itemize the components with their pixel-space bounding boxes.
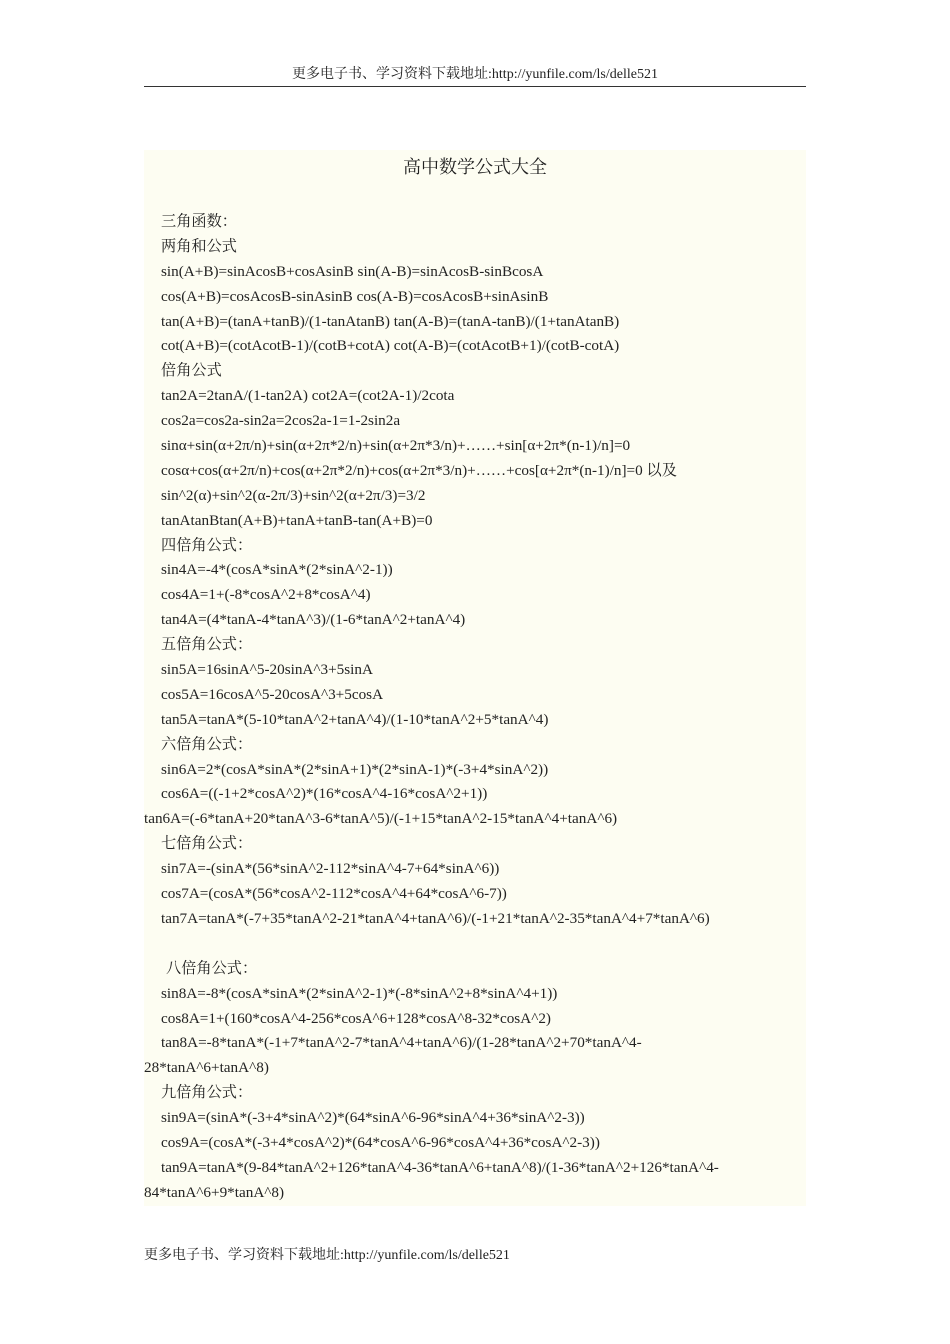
page-footer xyxy=(144,1246,510,1266)
formula-line: tan2A=2tanA/(1-tan2A) cot2A=(cot2A-1)/2cota xyxy=(161,387,455,405)
formula-line: sin7A=-(sinA*(56*sinA^2-112*sinA^4-7+64*sinA^6)) xyxy=(161,860,500,878)
formula-line: 28*tanA^6+tanA^8) xyxy=(144,1059,269,1077)
formula-line: 六倍角公式： xyxy=(161,735,253,753)
blank-line xyxy=(144,932,806,957)
formula-line: sin^2(α)+sin^2(α-2π/3)+sin^2(α+2π/3)=3/2 xyxy=(161,486,426,504)
formula-list xyxy=(144,210,806,1206)
formula-line: sinα+sin(α+2π/n)+sin(α+2π*2/n)+sin(α+2π*3/n)+……+sin[α+2π*(n-1)/n]=0 xyxy=(161,437,631,455)
formula-line: sin5A=16sinA^5-20sinA^3+5sinA xyxy=(161,661,373,679)
formula-line: cos5A=16cosA^5-20cosA^3+5cosA xyxy=(161,685,384,703)
formula-line: tan6A=(-6*tanA+20*tanA^3-6*tanA^5)/(-1+15*tanA^2-15*tanA^4+tanA^6) xyxy=(144,810,618,828)
header-text: 更多电子书、学习资料下载地址:http://yunfile.com/ls/delle521 xyxy=(292,67,658,82)
formula-line: sin6A=2*(cosA*sinA*(2*sinA+1)*(2*sinA-1)*(-3+4*sinA^2)) xyxy=(161,760,549,778)
formula-line: 两角和公式 xyxy=(161,237,237,255)
formula-line: cos(A+B)=cosAcosB-sinAsinB cos(A-B)=cosAcosB+sinAsinB xyxy=(161,287,549,305)
page-header xyxy=(144,66,806,87)
formula-line: tan4A=(4*tanA-4*tanA^3)/(1-6*tanA^2+tanA^4) xyxy=(161,611,466,629)
formula-line: tan7A=tanA*(-7+35*tanA^2-21*tanA^4+tanA^6)/(-1+21*tanA^2-35*tanA^4+7*tanA^6) xyxy=(161,909,710,927)
formula-line: cos8A=1+(160*cosA^4-256*cosA^6+128*cosA^8-32*cosA^2) xyxy=(161,1009,551,1027)
formula-line: cos6A=((-1+2*cosA^2)*(16*cosA^4-16*cosA^2+1)) xyxy=(161,785,488,803)
formula-line: 五倍角公式： xyxy=(161,636,253,654)
formula-line: cos2a=cos2a-sin2a=2cos2a-1=1-2sin2a xyxy=(161,412,401,430)
formula-line: sin4A=-4*(cosA*sinA*(2*sinA^2-1)) xyxy=(161,561,393,579)
formula-line: 八倍角公式： xyxy=(166,959,258,977)
formula-line: 七倍角公式： xyxy=(161,835,253,853)
formula-line: cos7A=(cosA*(56*cosA^2-112*cosA^4+64*cosA^6-7)) xyxy=(161,885,507,903)
formula-line: cos9A=(cosA*(-3+4*cosA^2)*(64*cosA^6-96*cosA^4+36*cosA^2-3)) xyxy=(161,1133,600,1151)
formula-line: tan(A+B)=(tanA+tanB)/(1-tanAtanB) tan(A-B)=(tanA-tanB)/(1+tanAtanB) xyxy=(161,312,620,330)
formula-line: 倍角公式 xyxy=(161,362,222,380)
formula-line: cos4A=1+(-8*cosA^2+8*cosA^4) xyxy=(161,586,371,604)
formula-line: sin8A=-8*(cosA*sinA*(2*sinA^2-1)*(-8*sinA^2+8*sinA^4+1)) xyxy=(161,984,558,1002)
formula-line: tan5A=tanA*(5-10*tanA^2+tanA^4)/(1-10*tanA^2+5*tanA^4) xyxy=(161,710,549,728)
formula-line: 九倍角公式： xyxy=(161,1084,253,1102)
formula-line: 四倍角公式： xyxy=(161,536,253,554)
document-body xyxy=(144,150,806,1206)
formula-line: tan8A=-8*tanA*(-1+7*tanA^2-7*tanA^4+tanA^6)/(1-28*tanA^2+70*tanA^4- xyxy=(161,1034,642,1052)
formula-line: 三角函数： xyxy=(161,213,237,230)
formula-line: 84*tanA^6+9*tanA^8) xyxy=(144,1183,285,1201)
formula-line: cot(A+B)=(cotAcotB-1)/(cotB+cotA) cot(A-B)=(cotAcotB+1)/(cotB-cotA) xyxy=(161,337,620,355)
formula-line: sin9A=(sinA*(-3+4*sinA^2)*(64*sinA^6-96*sinA^4+36*sinA^2-3)) xyxy=(161,1109,585,1127)
formula-line: sin(A+B)=sinAcosB+cosAsinB sin(A-B)=sinAcosB-sinBcosA xyxy=(161,262,544,280)
footer-text: 更多电子书、学习资料下载地址:http://yunfile.com/ls/delle521 xyxy=(144,1248,510,1263)
formula-line: cosα+cos(α+2π/n)+cos(α+2π*2/n)+cos(α+2π*3/n)+……+cos[α+2π*(n-1)/n]=0 以及 xyxy=(161,461,677,479)
formula-line: tan9A=tanA*(9-84*tanA^2+126*tanA^4-36*tanA^6+tanA^8)/(1-36*tanA^2+126*tanA^4- xyxy=(161,1158,719,1176)
formula-line: tanAtanBtan(A+B)+tanA+tanB-tan(A+B)=0 xyxy=(161,511,433,529)
document-title: 高中数学公式大全 xyxy=(403,157,547,178)
